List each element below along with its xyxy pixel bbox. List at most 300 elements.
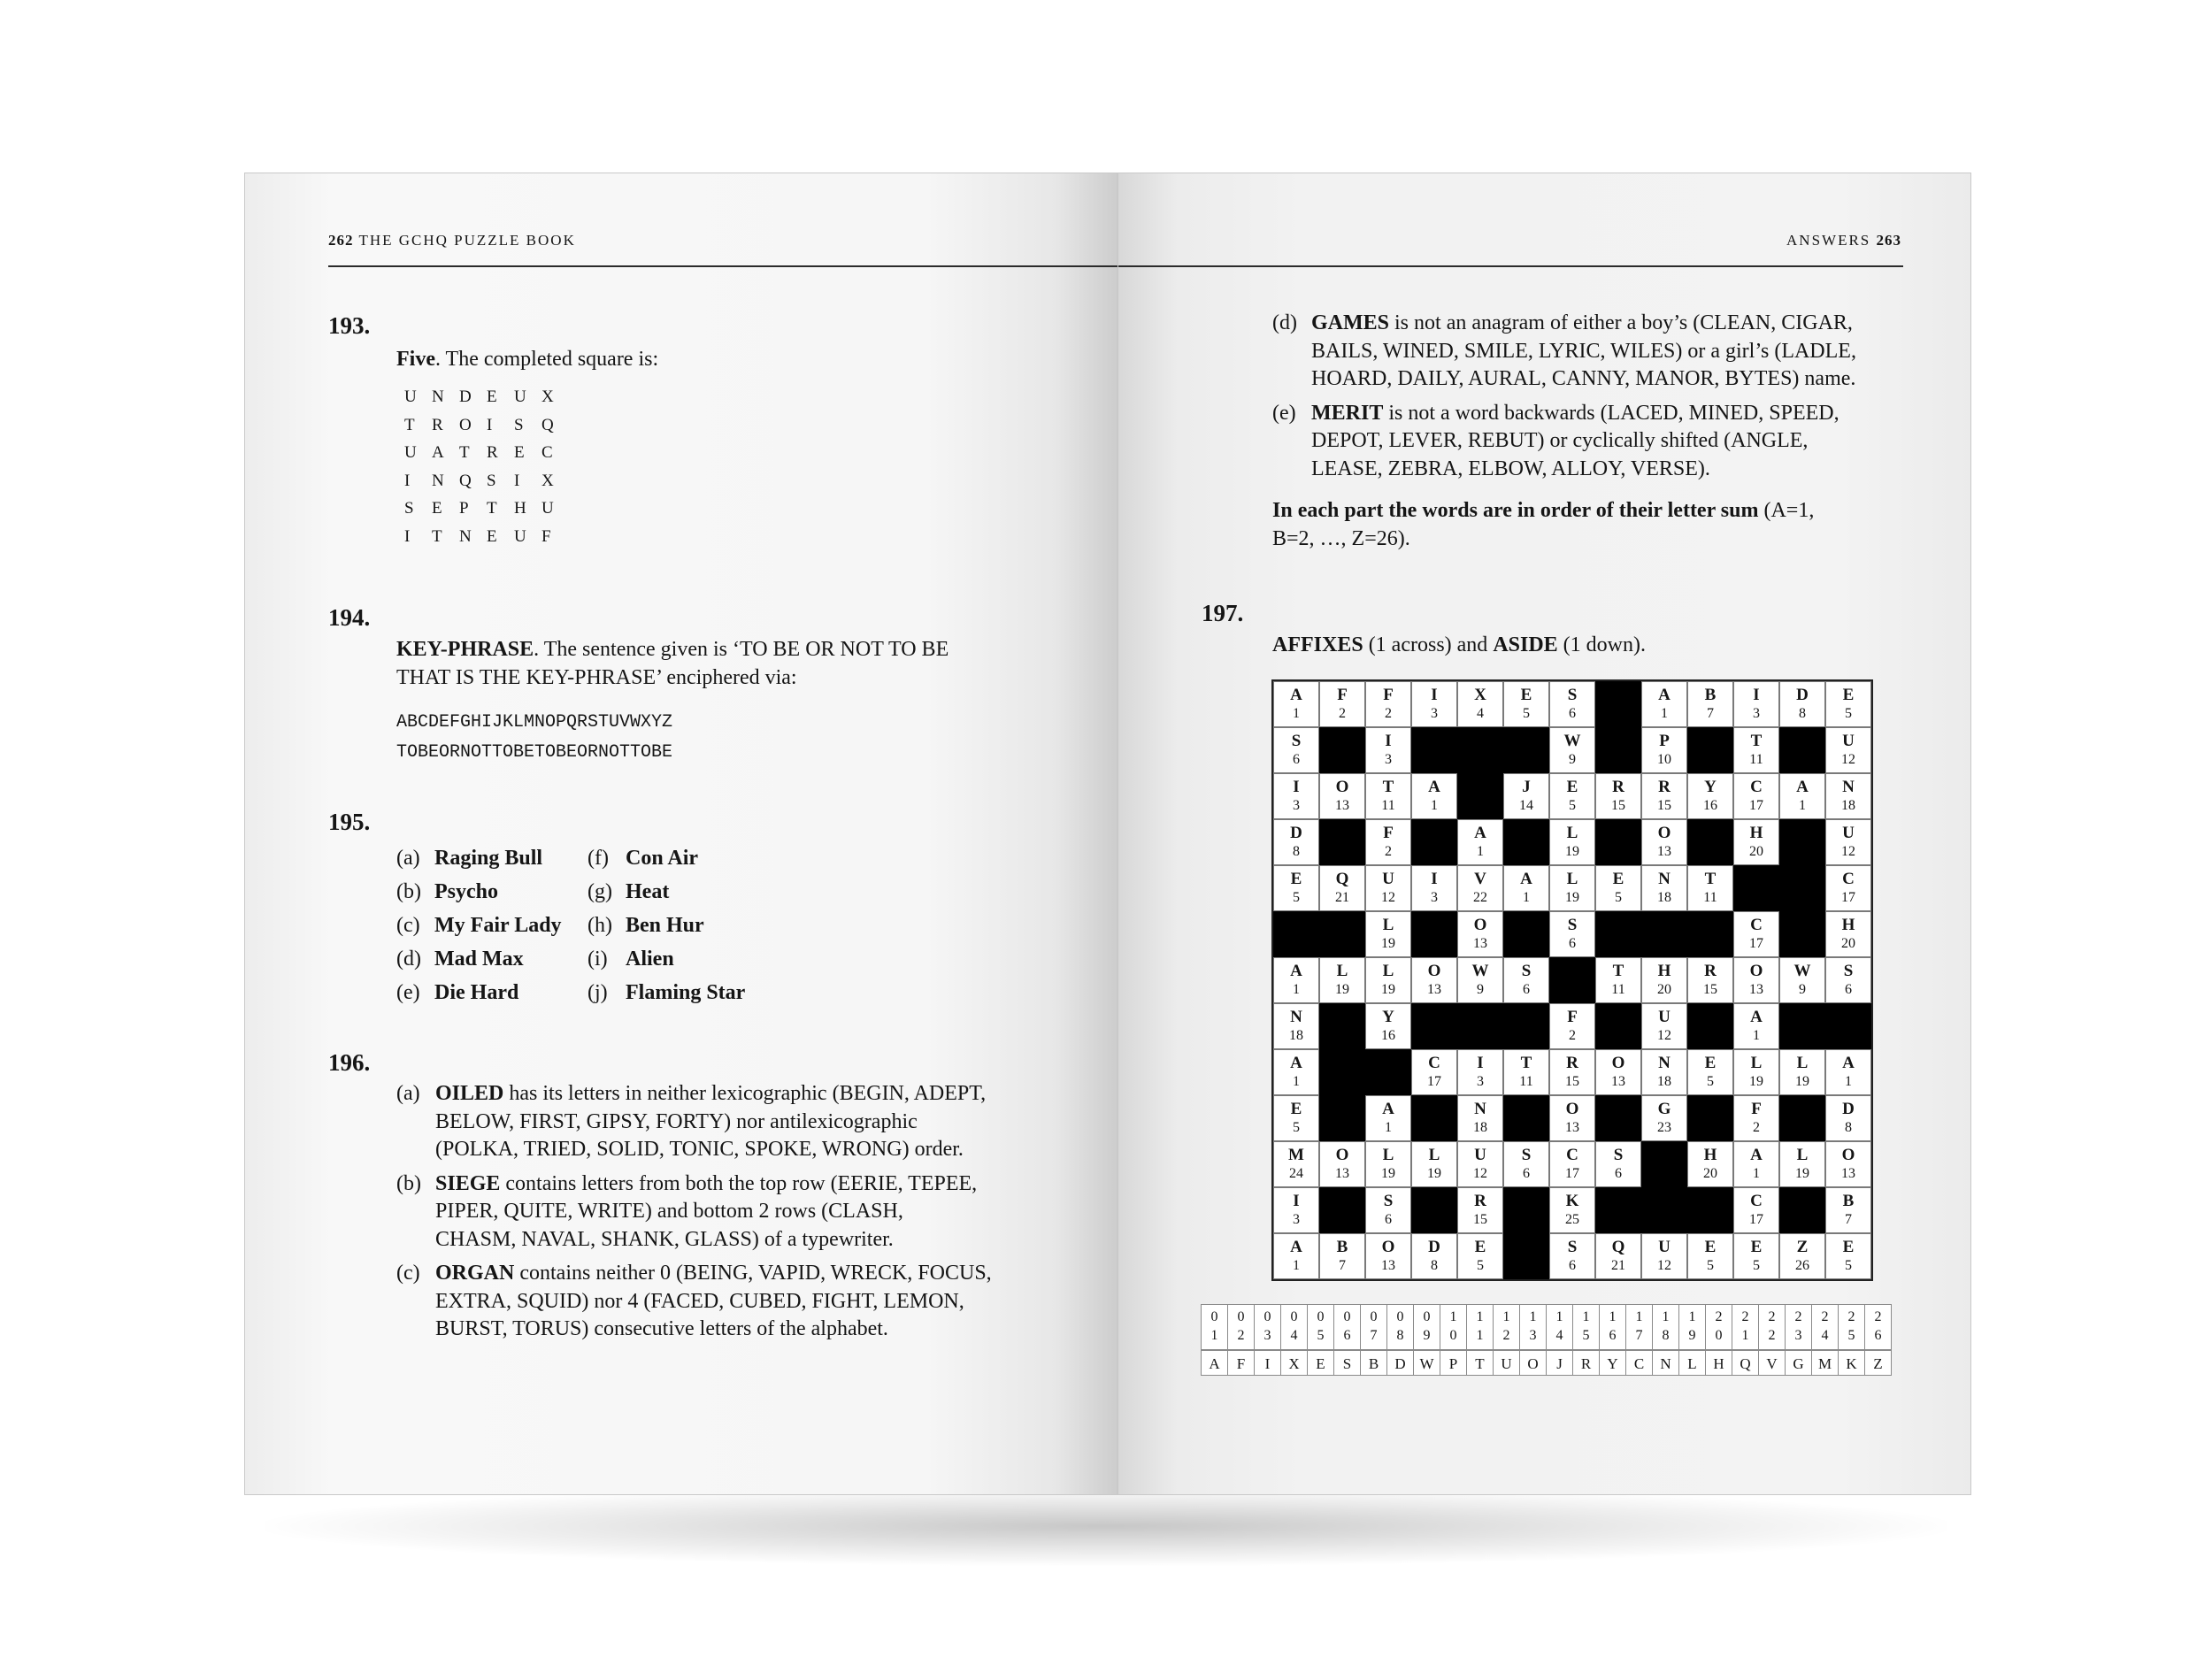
- black-square: [1319, 819, 1365, 865]
- cell-letter: I: [1293, 1192, 1300, 1210]
- cell-letter: X: [1474, 686, 1486, 704]
- grid-cell: [1319, 773, 1365, 819]
- grid-cell: [1641, 681, 1687, 727]
- cell-letter: H: [1749, 824, 1763, 842]
- grid-cell: [1457, 819, 1503, 865]
- code-letter: Q: [1732, 1350, 1759, 1376]
- black-square: [1779, 911, 1825, 957]
- black-square: [1411, 727, 1457, 773]
- cipher-key: TOBEORNOTTOBETOBEORNOTTOBE: [396, 742, 673, 763]
- cell-number: 1: [1293, 1074, 1300, 1089]
- grid-cell: [1733, 681, 1779, 727]
- cell-letter: Z: [1796, 1238, 1809, 1256]
- cell-letter: A: [1750, 1146, 1763, 1164]
- grid-cell: [1641, 819, 1687, 865]
- grid-cell: [1457, 1095, 1503, 1141]
- cell-letter: S: [1613, 1146, 1624, 1164]
- cell-letter: A: [1428, 778, 1440, 796]
- grid-cell: [1825, 1141, 1871, 1187]
- square-letter: U: [541, 499, 555, 518]
- black-square: [1779, 865, 1825, 911]
- cell-letter: E: [1704, 1054, 1717, 1072]
- black-square: [1825, 1003, 1871, 1049]
- black-square: [1503, 1003, 1549, 1049]
- cell-number: 24: [1289, 1166, 1303, 1181]
- grid-cell: [1733, 1233, 1779, 1279]
- cell-letter: E: [1474, 1238, 1486, 1256]
- cell-letter: D: [1428, 1238, 1440, 1256]
- cell-number: 15: [1657, 798, 1671, 813]
- cell-number: 17: [1427, 1074, 1441, 1089]
- cell-number: 3: [1753, 706, 1760, 721]
- square-letter: S: [404, 499, 415, 518]
- cell-letter: S: [1521, 1146, 1532, 1164]
- cell-number: 19: [1381, 982, 1395, 997]
- square-letter: T: [459, 443, 471, 463]
- cell-letter: U: [1842, 732, 1855, 750]
- cell-number: 13: [1611, 1074, 1625, 1089]
- cell-letter: P: [1659, 732, 1670, 750]
- cell-letter: O: [1611, 1054, 1625, 1072]
- cell-number: 17: [1749, 1212, 1763, 1227]
- grid-cell: [1503, 865, 1549, 911]
- cell-letter: I: [1431, 686, 1438, 704]
- cell-letter: L: [1566, 870, 1578, 888]
- cell-number: 7: [1339, 1258, 1346, 1273]
- puzzle-196-number: 196.: [328, 1049, 371, 1076]
- cell-number: 6: [1569, 1258, 1576, 1273]
- black-square: [1319, 727, 1365, 773]
- grid-cell: [1457, 911, 1503, 957]
- cell-letter: K: [1565, 1192, 1579, 1210]
- black-square: [1319, 911, 1365, 957]
- cell-letter: O: [1473, 916, 1487, 934]
- grid-cell: [1687, 773, 1733, 819]
- film-item: (c) My Fair Lady: [396, 914, 562, 937]
- cell-letter: J: [1522, 778, 1531, 796]
- cell-number: 5: [1707, 1074, 1714, 1089]
- code-number: 2 2: [1758, 1304, 1786, 1350]
- puzzle-196-continued: [1272, 310, 1909, 483]
- cell-letter: A: [1658, 686, 1671, 704]
- cell-letter: E: [1842, 686, 1855, 704]
- square-letter: I: [487, 415, 494, 434]
- cell-number: 12: [1841, 752, 1855, 767]
- code-letter: D: [1386, 1350, 1414, 1376]
- cell-number: 20: [1657, 982, 1671, 997]
- code-number: 2 4: [1811, 1304, 1839, 1350]
- grid-cell: [1365, 819, 1411, 865]
- grid-cell: [1595, 773, 1641, 819]
- cell-number: 8: [1431, 1258, 1438, 1273]
- cell-number: 9: [1799, 982, 1806, 997]
- code-letter: J: [1546, 1350, 1573, 1376]
- cell-number: 17: [1749, 936, 1763, 951]
- code-letter: Y: [1599, 1350, 1626, 1376]
- cell-letter: O: [1381, 1238, 1395, 1256]
- black-square: [1503, 1187, 1549, 1233]
- grid-cell: [1825, 911, 1871, 957]
- grid-cell: [1641, 727, 1687, 773]
- grid-cell: [1779, 1049, 1825, 1095]
- cell-number: 6: [1385, 1212, 1392, 1227]
- cell-number: 13: [1473, 936, 1487, 951]
- code-letter: N: [1652, 1350, 1679, 1376]
- cell-number: 13: [1381, 1258, 1395, 1273]
- cell-letter: S: [1567, 686, 1578, 704]
- grid-cell: [1319, 1141, 1365, 1187]
- grid-cell: [1549, 727, 1595, 773]
- grid-cell: [1503, 773, 1549, 819]
- cell-letter: T: [1382, 778, 1394, 796]
- grid-cell: [1779, 1233, 1825, 1279]
- plain-alphabet: ABCDEFGHIJKLMNOPQRSTUVWXYZ: [396, 712, 673, 733]
- cell-number: 18: [1657, 1074, 1671, 1089]
- code-letter: B: [1360, 1350, 1387, 1376]
- cell-number: 1: [1523, 890, 1530, 905]
- cell-letter: S: [1291, 732, 1302, 750]
- grid-cell: [1457, 1141, 1503, 1187]
- film-item: (j) Flaming Star: [588, 981, 746, 1004]
- grid-cell: [1549, 911, 1595, 957]
- cell-letter: W: [1793, 962, 1811, 980]
- grid-cell: [1549, 865, 1595, 911]
- cell-number: 5: [1615, 890, 1622, 905]
- cell-letter: A: [1750, 1008, 1763, 1026]
- cell-number: 17: [1841, 890, 1855, 905]
- cell-number: 17: [1749, 798, 1763, 813]
- cell-number: 1: [1293, 706, 1300, 721]
- cell-number: 1: [1753, 1166, 1760, 1181]
- grid-cell: [1365, 773, 1411, 819]
- grid-cell: [1503, 1049, 1549, 1095]
- cell-letter: I: [1477, 1054, 1484, 1072]
- cell-number: 21: [1611, 1258, 1625, 1273]
- code-letter: C: [1625, 1350, 1653, 1376]
- black-square: [1687, 1095, 1733, 1141]
- cell-number: 5: [1477, 1258, 1484, 1273]
- cell-number: 20: [1749, 844, 1763, 859]
- cell-number: 16: [1381, 1028, 1395, 1043]
- cell-letter: L: [1382, 916, 1394, 934]
- cell-letter: B: [1336, 1238, 1348, 1256]
- film-item: (a) Raging Bull: [396, 847, 543, 870]
- square-letter: E: [432, 499, 443, 518]
- grid-cell: [1503, 957, 1549, 1003]
- grid-cell: [1319, 681, 1365, 727]
- grid-cell: [1365, 911, 1411, 957]
- square-letter: T: [404, 415, 416, 434]
- grid-cell: [1733, 1187, 1779, 1233]
- cell-letter: N: [1842, 778, 1855, 796]
- grid-cell: [1365, 1095, 1411, 1141]
- cell-letter: D: [1842, 1100, 1855, 1118]
- code-number: 0 9: [1413, 1304, 1440, 1350]
- cell-letter: O: [1657, 824, 1671, 842]
- grid-cell: [1457, 1233, 1503, 1279]
- puzzle-197-number: 197.: [1202, 600, 1244, 626]
- cell-letter: E: [1520, 686, 1532, 704]
- cell-number: 12: [1657, 1258, 1671, 1273]
- grid-cell: [1503, 1141, 1549, 1187]
- film-list-col2: [588, 841, 745, 1009]
- black-square: [1687, 911, 1733, 957]
- code-number: 0 7: [1360, 1304, 1387, 1350]
- cell-number: 2: [1385, 706, 1392, 721]
- cell-number: 5: [1293, 890, 1300, 905]
- black-square: [1733, 865, 1779, 911]
- grid-cell: [1273, 819, 1319, 865]
- cell-number: 12: [1841, 844, 1855, 859]
- black-square: [1687, 727, 1733, 773]
- cell-letter: F: [1337, 686, 1348, 704]
- cell-letter: C: [1750, 916, 1763, 934]
- cell-number: 18: [1841, 798, 1855, 813]
- code-letter: S: [1333, 1350, 1361, 1376]
- cell-number: 19: [1427, 1166, 1441, 1181]
- cell-letter: A: [1474, 824, 1486, 842]
- film-item: (b) Psycho: [396, 880, 498, 903]
- cell-number: 13: [1841, 1166, 1855, 1181]
- cell-number: 8: [1799, 706, 1806, 721]
- cell-letter: U: [1658, 1008, 1671, 1026]
- cell-number: 11: [1381, 798, 1395, 813]
- black-square: [1457, 727, 1503, 773]
- cell-number: 9: [1477, 982, 1484, 997]
- grid-cell: [1411, 957, 1457, 1003]
- cell-letter: I: [1293, 778, 1300, 796]
- cell-letter: N: [1658, 1054, 1671, 1072]
- cell-number: 26: [1795, 1258, 1809, 1273]
- square-letter: D: [459, 387, 472, 406]
- square-letter: R: [487, 443, 499, 463]
- square-letter: S: [487, 471, 497, 490]
- code-number: 1 6: [1599, 1304, 1626, 1350]
- code-number: 0 1: [1201, 1304, 1228, 1350]
- grid-cell: [1549, 773, 1595, 819]
- cell-letter: O: [1427, 962, 1441, 980]
- grid-cell: [1273, 773, 1319, 819]
- header-rule-right: [1118, 265, 1903, 267]
- grid-cell: [1825, 957, 1871, 1003]
- cell-letter: L: [1336, 962, 1348, 980]
- square-letter: E: [487, 387, 498, 406]
- grid-cell: [1825, 819, 1871, 865]
- cell-letter: F: [1383, 824, 1394, 842]
- square-letter: X: [541, 387, 555, 406]
- grid-cell: [1273, 1233, 1319, 1279]
- grid-cell: [1549, 1233, 1595, 1279]
- cell-number: 15: [1703, 982, 1717, 997]
- black-square: [1641, 911, 1687, 957]
- cell-letter: L: [1566, 824, 1578, 842]
- cell-letter: S: [1567, 916, 1578, 934]
- code-number: 0 3: [1254, 1304, 1281, 1350]
- code-letter: W: [1413, 1350, 1440, 1376]
- cell-number: 5: [1845, 706, 1852, 721]
- grid-cell: [1273, 957, 1319, 1003]
- black-square: [1457, 1003, 1503, 1049]
- cell-number: 3: [1431, 890, 1438, 905]
- grid-cell: [1457, 1049, 1503, 1095]
- film-item: (i) Alien: [588, 948, 674, 971]
- cell-letter: M: [1288, 1146, 1304, 1164]
- cell-letter: T: [1750, 732, 1763, 750]
- cell-letter: A: [1796, 778, 1809, 796]
- square-letter: N: [432, 387, 445, 406]
- cell-number: 2: [1339, 706, 1346, 721]
- code-letter: M: [1811, 1350, 1839, 1376]
- black-square: [1503, 911, 1549, 957]
- black-square: [1273, 911, 1319, 957]
- black-square: [1319, 1049, 1365, 1095]
- grid-cell: [1457, 1187, 1503, 1233]
- grid-cell: [1641, 1233, 1687, 1279]
- code-number: 0 4: [1280, 1304, 1308, 1350]
- cell-letter: U: [1474, 1146, 1486, 1164]
- black-square: [1779, 1187, 1825, 1233]
- puzzle-193-answer: Five: [396, 348, 435, 371]
- square-letter: U: [514, 387, 527, 406]
- cell-number: 19: [1381, 1166, 1395, 1181]
- cell-number: 13: [1335, 798, 1349, 813]
- cell-letter: A: [1382, 1100, 1394, 1118]
- code-letter: R: [1572, 1350, 1600, 1376]
- cell-number: 6: [1523, 1166, 1530, 1181]
- cell-letter: S: [1521, 962, 1532, 980]
- puzzle-193-intro: Five. The completed square is:: [396, 348, 659, 371]
- crossword-grid: [1271, 679, 1873, 1281]
- code-letter: O: [1519, 1350, 1547, 1376]
- black-square: [1779, 727, 1825, 773]
- cell-letter: Q: [1611, 1238, 1625, 1256]
- grid-cell: [1365, 1233, 1411, 1279]
- cell-number: 15: [1565, 1074, 1579, 1089]
- cell-number: 11: [1519, 1074, 1533, 1089]
- square-letter: I: [514, 471, 521, 490]
- grid-cell: [1273, 1141, 1319, 1187]
- cell-number: 10: [1657, 752, 1671, 767]
- grid-cell: [1411, 773, 1457, 819]
- cell-letter: C: [1842, 870, 1855, 888]
- grid-cell: [1273, 1003, 1319, 1049]
- code-letter: K: [1838, 1350, 1865, 1376]
- grid-cell: [1641, 865, 1687, 911]
- grid-cell: [1549, 1187, 1595, 1233]
- code-number: 2 3: [1785, 1304, 1812, 1350]
- page-number-left: 262: [328, 232, 354, 249]
- square-letter: E: [487, 526, 498, 546]
- cell-number: 6: [1615, 1166, 1622, 1181]
- cell-letter: F: [1751, 1100, 1762, 1118]
- cell-letter: L: [1382, 1146, 1394, 1164]
- cell-letter: W: [1471, 962, 1489, 980]
- cell-number: 2: [1753, 1120, 1760, 1135]
- black-square: [1779, 819, 1825, 865]
- grid-cell: [1273, 1095, 1319, 1141]
- cell-letter: T: [1520, 1054, 1532, 1072]
- letter-sum-note: In each part the words are in order of their letter sum (A=1, B=2, …, Z=26).: [1272, 499, 1815, 550]
- grid-cell: [1365, 1187, 1411, 1233]
- grid-cell: [1687, 681, 1733, 727]
- grid-cell: [1411, 1233, 1457, 1279]
- code-letter: T: [1466, 1350, 1494, 1376]
- puzzle-194-answer: KEY-PHRASE: [396, 638, 534, 661]
- grid-cell: [1411, 1049, 1457, 1095]
- puzzle-196-items: [396, 1080, 1033, 1344]
- cell-letter: E: [1842, 1238, 1855, 1256]
- film-item: (d) Mad Max: [396, 948, 524, 971]
- grid-cell: [1365, 681, 1411, 727]
- grid-cell: [1319, 1233, 1365, 1279]
- cell-number: 16: [1703, 798, 1717, 813]
- code-number: 1 2: [1493, 1304, 1520, 1350]
- cell-letter: R: [1704, 962, 1717, 980]
- grid-cell: [1733, 911, 1779, 957]
- cell-number: 6: [1293, 752, 1300, 767]
- cell-letter: S: [1383, 1192, 1394, 1210]
- cell-number: 1: [1477, 844, 1484, 859]
- code-table-numbers: [1201, 1304, 1891, 1350]
- code-number: 0 2: [1227, 1304, 1255, 1350]
- cell-number: 1: [1799, 798, 1806, 813]
- black-square: [1595, 1187, 1641, 1233]
- cell-letter: R: [1566, 1054, 1578, 1072]
- cell-letter: H: [1841, 916, 1855, 934]
- cell-number: 5: [1753, 1258, 1760, 1273]
- code-number: 1 7: [1625, 1304, 1653, 1350]
- grid-cell: [1779, 773, 1825, 819]
- cell-number: 1: [1385, 1120, 1392, 1135]
- cell-number: 11: [1703, 890, 1717, 905]
- cell-number: 19: [1565, 890, 1579, 905]
- cell-number: 19: [1381, 936, 1395, 951]
- cell-letter: L: [1428, 1146, 1440, 1164]
- cell-number: 13: [1749, 982, 1763, 997]
- code-number: 2 0: [1705, 1304, 1732, 1350]
- code-number: 1 0: [1440, 1304, 1467, 1350]
- code-letter: A: [1201, 1350, 1228, 1376]
- cell-letter: O: [1565, 1100, 1579, 1118]
- grid-cell: [1733, 727, 1779, 773]
- code-number: 1 4: [1546, 1304, 1573, 1350]
- cell-letter: W: [1563, 732, 1581, 750]
- grid-cell: [1641, 957, 1687, 1003]
- cell-letter: A: [1290, 1054, 1302, 1072]
- grid-cell: [1365, 957, 1411, 1003]
- cell-letter: E: [1750, 1238, 1763, 1256]
- left-page: [244, 173, 1118, 1495]
- cell-letter: L: [1382, 962, 1394, 980]
- code-letter: H: [1705, 1350, 1732, 1376]
- cell-number: 14: [1519, 798, 1533, 813]
- black-square: [1687, 819, 1733, 865]
- code-number: 1 8: [1652, 1304, 1679, 1350]
- film-item: (e) Die Hard: [396, 981, 519, 1004]
- cell-number: 19: [1335, 982, 1349, 997]
- grid-cell: [1595, 865, 1641, 911]
- cell-number: 25: [1565, 1212, 1579, 1227]
- grid-cell: [1641, 1095, 1687, 1141]
- puzzle-194-text: KEY-PHRASE. The sentence given is ‘TO BE OR NOT TO BE THAT IS THE KEY-PHRASE’ enciphered via:: [396, 638, 949, 689]
- grid-cell: [1825, 1187, 1871, 1233]
- cell-number: 22: [1473, 890, 1487, 905]
- code-number: 2 5: [1838, 1304, 1865, 1350]
- square-letter: N: [459, 526, 472, 546]
- film-list-col1: [396, 841, 562, 1009]
- grid-cell: [1825, 865, 1871, 911]
- cell-number: 8: [1293, 844, 1300, 859]
